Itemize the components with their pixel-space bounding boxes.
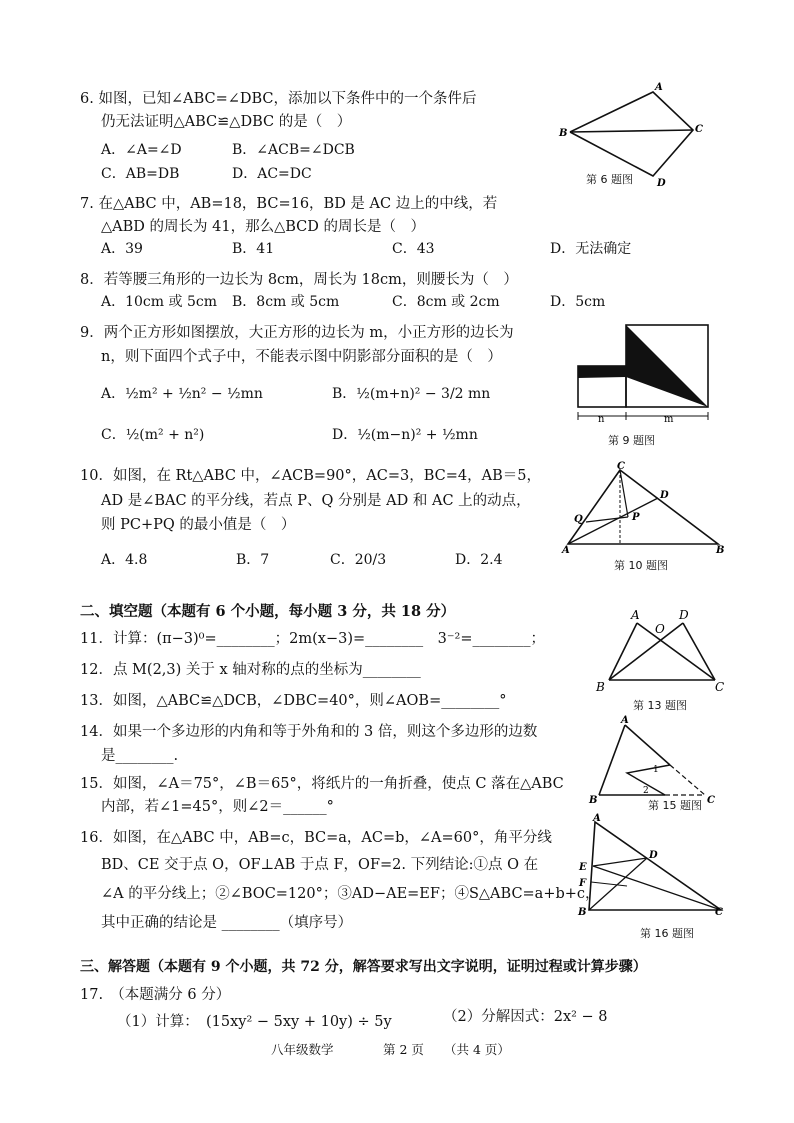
q6-option-d: D．AC=DC [232, 166, 312, 182]
q6-label-c: C [695, 124, 703, 135]
q16-line1: 16．如图，在△ABC 中，AB=c，BC=a，AC=b，∠A=60°，角平分线 [80, 830, 552, 846]
q15-label-2: 2 [643, 786, 649, 796]
q10-line2: AD 是∠BAC 的平分线，若点 P、Q 分别是 AD 和 AC 上的动点， [101, 493, 531, 509]
q16-label-f: F [579, 878, 587, 889]
q16-label-c: C [715, 907, 723, 917]
q7-option-a: A．39 [101, 241, 143, 257]
q8-option-b: B．8cm 或 5cm [232, 294, 340, 310]
q6-label-b: B [559, 128, 568, 139]
q10-option-c: C．20/3 [330, 552, 387, 568]
q15-label-c: C [707, 795, 715, 805]
q17-part1: （1）计算： (15xy² − 5xy + 10y) ÷ 5y [117, 1014, 392, 1030]
q7-line2: △ABD 的周长为 41，那么△BCD 的周长是（ ） [101, 219, 425, 235]
footer-total: （共 4 页） [444, 1042, 510, 1057]
q13-label-b: B [596, 680, 605, 694]
q16-label-a: A [593, 813, 601, 824]
q7-option-b: B．41 [232, 241, 275, 257]
q13-label-o: O [655, 622, 665, 636]
section3-title: 三、解答题（本题有 9 个小题，共 72 分，解答要求写出文字说明，证明过程或计算步骤） [80, 959, 647, 975]
q15-caption: 第 15 题图 [648, 799, 702, 812]
q8-option-d: D．5cm [550, 294, 606, 310]
q16-line2: BD、CE 交于点 O，OF⊥AB 于点 F，OF=2. 下列结论:①点 O 在 [101, 857, 539, 873]
q9-figure [572, 322, 712, 432]
q9-label-m: m [664, 414, 674, 425]
q13-figure [593, 603, 728, 695]
q10-label-c: C [617, 461, 625, 472]
q9-option-b: B．½(m+n)² − 3/2 mn [332, 386, 491, 402]
q10-label-d: D [660, 490, 669, 501]
q13-caption: 第 13 题图 [633, 699, 687, 712]
q9-option-c: C．½(m² + n²) [101, 427, 205, 443]
q7-option-c: C．43 [392, 241, 435, 257]
q17-part2: （2）分解因式：2x² − 8 [443, 1009, 608, 1025]
q15-figure [585, 715, 725, 805]
q7-option-d: D．无法确定 [550, 241, 632, 257]
q16-label-e: E [579, 862, 587, 873]
q6-option-b: B．∠ACB=∠DCB [232, 142, 355, 158]
q15-line1: 15．如图，∠A＝75°，∠B＝65°，将纸片的一角折叠，使点 C 落在△ABC [80, 776, 564, 792]
q15-label-1: 1 [653, 765, 659, 775]
q10-figure [560, 460, 730, 555]
q16-label-d: D [649, 850, 658, 861]
q10-line1: 10．如图，在 Rt△ABC 中，∠ACB=90°，AC=3，BC=4，AB＝5， [80, 468, 541, 484]
q9-line1: 9．两个正方形如图摆放，大正方形的边长为 m，小正方形的边长为 [80, 325, 514, 341]
q8-line1: 8．若等腰三角形的一边长为 8cm，周长为 18cm，则腰长为（ ） [80, 272, 518, 288]
q15-label-a: A [621, 715, 629, 726]
q9-caption: 第 9 题图 [608, 434, 655, 447]
q14-line1: 14．如果一个多边形的内角和等于外角和的 3 倍，则这个多边形的边数 [80, 724, 538, 740]
q13-label-a: A [631, 608, 640, 622]
q8-option-a: A．10cm 或 5cm [101, 294, 217, 310]
q6-option-c: C．AB=DB [101, 166, 180, 182]
q10-label-b: B [716, 545, 725, 555]
q6-label-a: A [655, 82, 663, 93]
q16-figure [575, 812, 725, 917]
q6-line1: 6. 如图，已知∠ABC=∠DBC，添加以下条件中的一个条件后 [80, 91, 477, 107]
q6-label-d: D [657, 178, 666, 189]
q10-option-a: A．4.8 [101, 552, 148, 568]
q9-line2: n，则下面四个式子中，不能表示图中阴影部分面积的是（ ） [101, 349, 502, 365]
q10-label-p: P [632, 512, 640, 523]
q10-option-b: B．7 [236, 552, 270, 568]
section2-title: 二、填空题（本题有 6 个小题，每小题 3 分，共 18 分） [80, 603, 456, 620]
q12: 12．点 M(2,3) 关于 x 轴对称的点的坐标为________ [80, 662, 421, 678]
q16-caption: 第 16 题图 [640, 927, 694, 940]
q9-option-a: A．½m² + ½n² − ½mn [101, 386, 263, 402]
footer-subject: 八年级数学 [271, 1042, 334, 1057]
q13-label-d: D [679, 608, 689, 622]
q6-line2: 仍无法证明△ABC≌△DBC 的是（ ） [101, 114, 352, 130]
q6-option-a: A．∠A=∠D [101, 142, 182, 158]
q10-label-q: Q [574, 514, 583, 525]
q15-line2: 内部，若∠1=45°，则∠2＝______° [101, 799, 334, 815]
q17-title: 17. （本题满分 6 分） [80, 987, 231, 1003]
q16-line4: 其中正确的结论是 ________（填序号） [101, 915, 353, 931]
q6-caption: 第 6 题图 [586, 173, 633, 186]
q13-label-c: C [715, 680, 725, 694]
footer-page: 第 2 页 [383, 1042, 424, 1057]
q8-option-c: C．8cm 或 2cm [392, 294, 500, 310]
q16-label-b: B [578, 907, 587, 917]
q6-figure [555, 80, 715, 190]
q14-line2: 是________. [101, 748, 179, 764]
q10-label-a: A [562, 545, 570, 555]
q13: 13．如图，△ABC≌△DCB，∠DBC=40°，则∠AOB=________° [80, 693, 507, 709]
q9-option-d: D．½(m−n)² + ½mn [332, 427, 478, 443]
q10-option-d: D．2.4 [455, 552, 503, 568]
q16-line3: ∠A 的平分线上；②∠BOC=120°；③AD−AE=EF；④S△ABC=a+b+c， [101, 886, 600, 902]
q10-line3: 则 PC+PQ 的最小值是（ ） [101, 517, 296, 533]
q7-line1: 7. 在△ABC 中，AB=18，BC=16，BD 是 AC 边上的中线，若 [80, 196, 498, 212]
q10-caption: 第 10 题图 [614, 559, 668, 572]
q11: 11．计算：(π−3)⁰=________；2m(x−3)=________ 3⁻²=________； [80, 631, 545, 647]
q9-label-n: n [598, 414, 605, 425]
q15-label-b: B [589, 795, 598, 805]
